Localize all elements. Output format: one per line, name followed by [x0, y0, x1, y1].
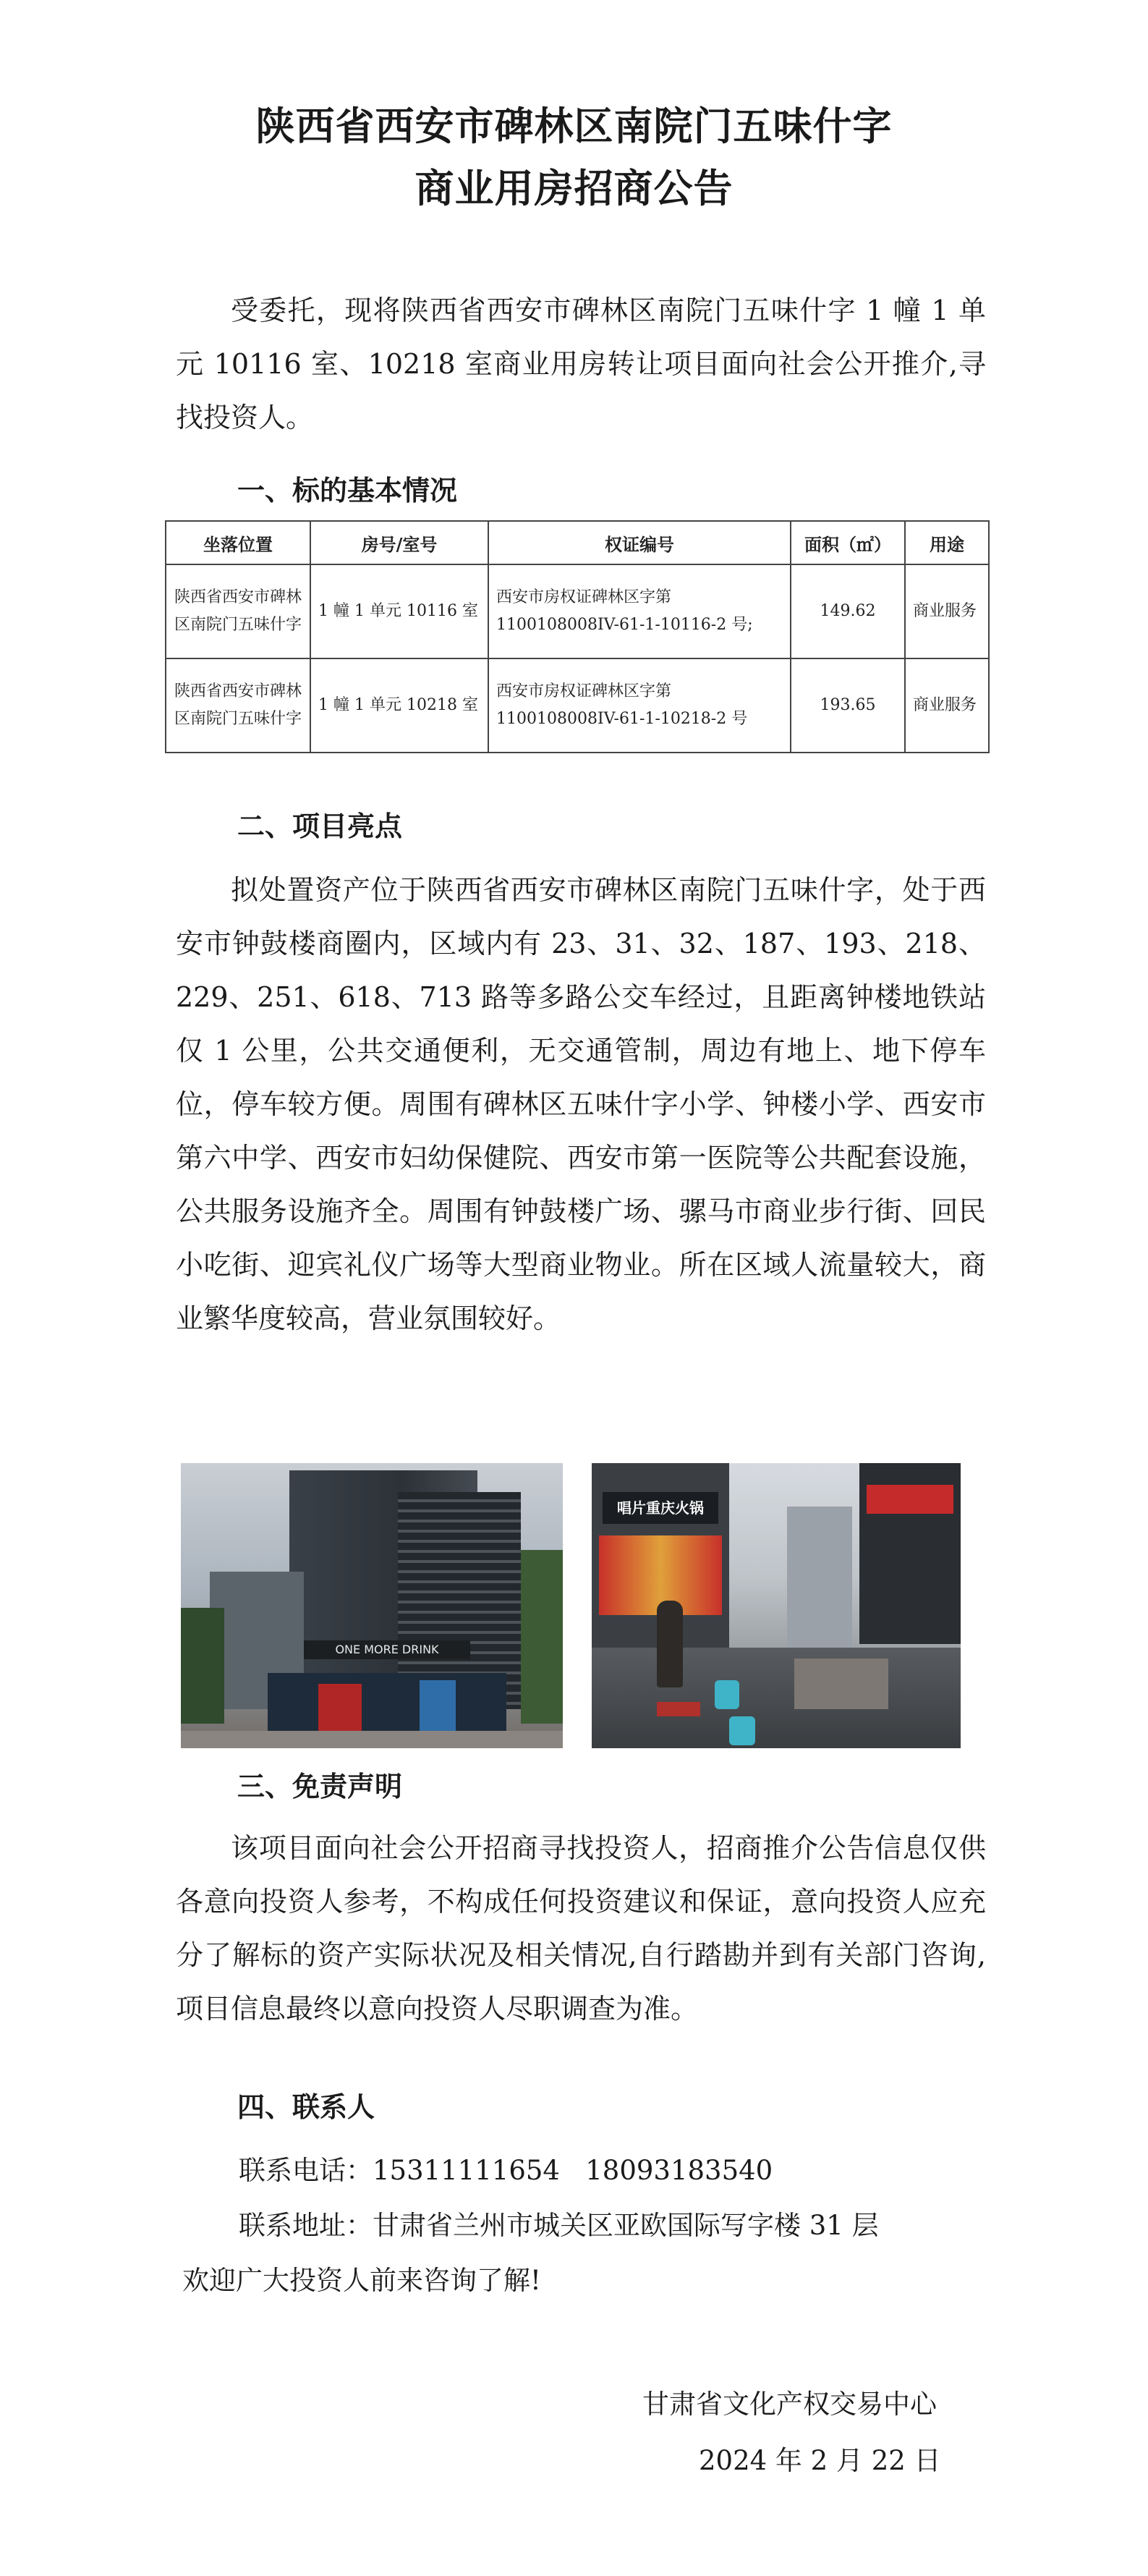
section1-heading: 一、标的基本情况 [237, 475, 458, 507]
header-room: 房号/室号 [310, 521, 488, 564]
header-location: 坐落位置 [166, 521, 310, 564]
header-cert: 权证编号 [488, 521, 791, 564]
cell-cert: 西安市房权证碑林区字第 1100108008IV-61-1-10218-2 号 [488, 658, 791, 753]
restaurant-sign: 唱片重庆火锅 [603, 1492, 718, 1524]
table-row [166, 564, 989, 658]
table-row [166, 658, 989, 753]
welcome-line: 欢迎广大投资人前来咨询了解! [182, 2265, 541, 2296]
signature-date: 2024 年 2 月 22 日 [699, 2445, 941, 2476]
intro-paragraph: 受委托，现将陕西省西安市碑林区南院门五味什字 1 幢 1 单元 10116 室、10218 室商业用房转让项目面向社会公开推介,寻找投资人。 [176, 295, 986, 433]
phone-number-1: 15311111654 [373, 2155, 560, 2186]
cell-room: 1 幢 1 单元 10116 室 [310, 564, 488, 658]
table-header-row [166, 521, 989, 564]
building-sign: ONE MORE DRINK [304, 1640, 470, 1659]
disclaimer-paragraph: 该项目面向社会公开招商寻找投资人，招商推介公告信息仅供各意向投资人参考，不构成任何投资建议和保证，意向投资人应充分了解标的资产实际状况及相关情况,自行踏勘并到有关部门咨询,项目信息最终以意向投资人尽职调查为准。 [176, 1832, 986, 2025]
section4-heading: 四、联系人 [237, 2091, 375, 2123]
cell-room: 1 幢 1 单元 10218 室 [310, 658, 488, 753]
contact-address-line [239, 2204, 879, 2247]
header-area: 面积（㎡） [791, 521, 905, 564]
address-value: 甘肃省兰州市城关区亚欧国际写字楼 31 层 [373, 2210, 879, 2241]
cell-cert: 西安市房权证碑林区字第 1100108008IV-61-1-10116-2 号; [488, 564, 791, 658]
doc-title-line1: 陕西省西安市碑林区南院门五味什字 [255, 103, 893, 149]
cell-location: 陕西省西安市碑林区南院门五味什字 [166, 564, 310, 658]
contact-phone-line [239, 2149, 773, 2192]
address-label: 联系地址： [239, 2210, 373, 2241]
phone-label: 联系电话： [239, 2155, 373, 2186]
section3-heading: 三、免责声明 [237, 1771, 403, 1802]
street-photo [592, 1463, 961, 1748]
header-use: 用途 [905, 521, 989, 564]
phone-number-2: 18093183540 [585, 2155, 773, 2186]
asset-table [165, 520, 990, 753]
doc-title-line2: 商业用房招商公告 [414, 166, 734, 211]
cell-location: 陕西省西安市碑林区南院门五味什字 [166, 658, 310, 753]
cell-use: 商业服务 [905, 564, 989, 658]
section2-heading: 二、项目亮点 [237, 810, 403, 842]
cell-use: 商业服务 [905, 658, 989, 753]
highlights-paragraph: 拟处置资产位于陕西省西安市碑林区南院门五味什字，处于西安市钟鼓楼商圈内，区域内有 23、31、32、187、193、218、229、251、618、713 路等多路公交车经过，且距离钟楼地铁站仅 1 公里，公共交通便利，无交通管制，周边有地上、地下停车位，停车较方便。周围有碑林区五味什字小学、钟楼小学、西安市第六中学、西安市妇幼保健院、西安市第一医院等公共配套设施，公共服务设施齐全。周围有钟鼓楼广场、骡马市商业步行街、回民小吃街、迎宾礼仪广场等大型商业物业。所在区域人流量较大，商业繁华度较高，营业氛围较好。 [176, 874, 986, 1334]
building-photo [181, 1463, 563, 1748]
cell-area: 149.62 [791, 564, 905, 658]
cell-area: 193.65 [791, 658, 905, 753]
signature-org: 甘肃省文化产权交易中心 [642, 2389, 937, 2420]
